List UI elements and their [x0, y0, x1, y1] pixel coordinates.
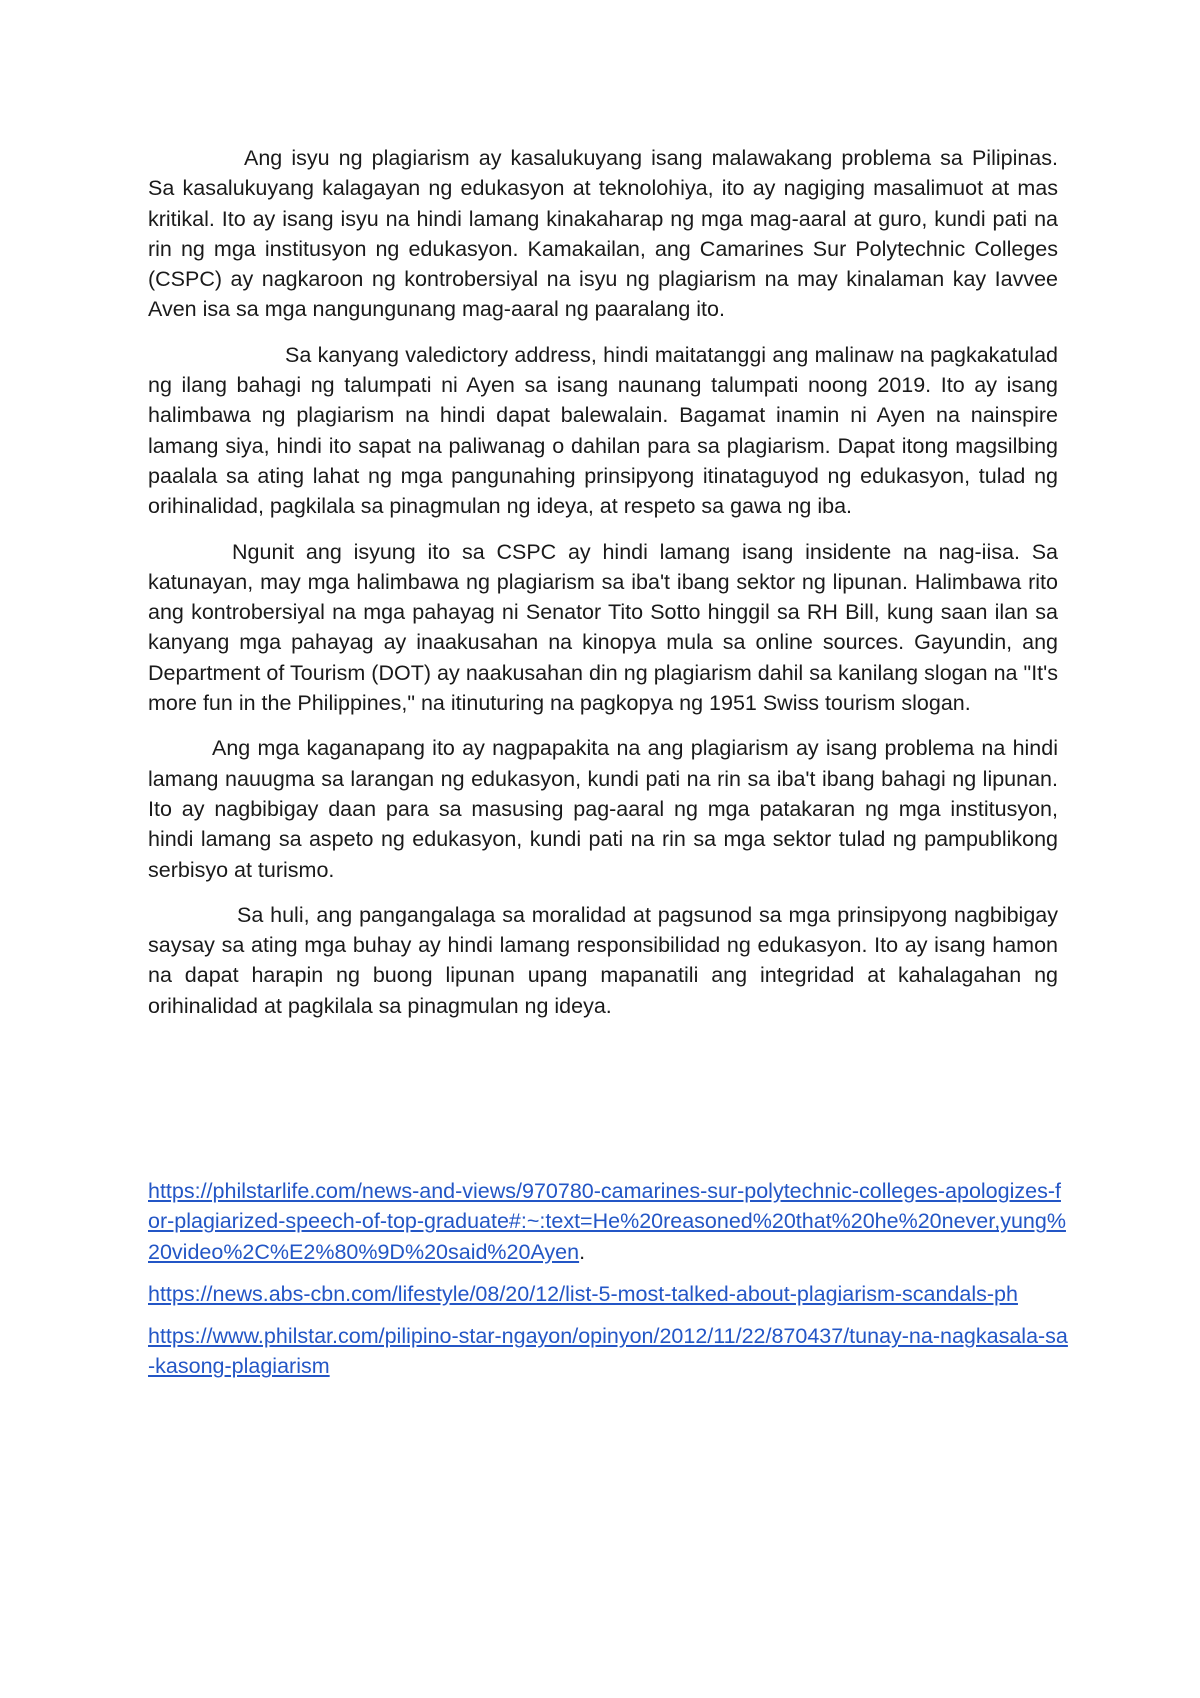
essay-body	[148, 143, 1058, 1036]
paragraph-1: Ang isyu ng plagiarism ay kasalukuyang isang malawakang problema sa Pilipinas. Sa kasalukuyang kalagayan ng edukasyon at teknolohiya, ito ay nagiging masalimuot at mas kritikal. Ito ay isang isyu na hindi lamang kinakaharap ng mga mag-aaral at guro, kundi pati na rin ng mga institusyon ng edukasyon. Kamakailan, ang Camarines Sur Polytechnic Colleges (CSPC) ay nagkaroon ng kontrobersiyal na isyu ng plagiarism na may kinalaman kay Iavvee Aven isa sa mga nangungunang mag-aaral ng paaralang ito.	[148, 146, 1058, 322]
reference-trailing-1: .	[579, 1239, 586, 1264]
references-list	[148, 1176, 1068, 1394]
reference-item-1	[148, 1176, 1068, 1267]
paragraph-5: Sa huli, ang pangangalaga sa moralidad at pagsunod sa mga prinsipyong nagbibigay saysay sa ating mga buhay ay hindi lamang responsibilidad ng edukasyon. Ito ay isang hamon na dapat harapin ng buong lipunan upang mapanatili ang integridad at kahalagahan ng orihinalidad at pagkilala sa pinagmulan ng ideya.	[148, 902, 1058, 1018]
paragraph-3: Ngunit ang isyung ito sa CSPC ay hindi lamang isang insidente na nag-iisa. Sa katunayan, may mga halimbawa ng plagiarism sa iba't ibang sektor ng lipunan. Halimbawa rito ang kontrobersiyal na mga pahayag ni Senator Tito Sotto hinggil sa RH Bill, kung saan ilan sa kanyang mga pahayag ay inaakusahan na kinopya mula sa online sources. Gayundin, ang Department of Tourism (DOT) ay naakusahan din ng plagiarism dahil sa kanilang slogan na "It's more fun in the Philippines," na itinuturing na pagkopya ng 1951 Swiss tourism slogan.	[148, 539, 1058, 716]
reference-link-3[interactable]: https://www.philstar.com/pilipino-star-ngayon/opinyon/2012/11/22/870437/tunay-na-nagkasala-sa-kasong-plagiarism	[148, 1324, 1068, 1379]
reference-link-2[interactable]: https://news.abs-cbn.com/lifestyle/08/20/12/list-5-most-talked-about-plagiarism-scandals-ph	[148, 1281, 1018, 1306]
paragraph-2: Sa kanyang valedictory address, hindi maitatanggi ang malinaw na pagkakatulad ng ilang bahagi ng talumpati ni Ayen sa isang naunang talumpati noong 2019. Ito ay isang halimbawa ng plagiarism na hindi dapat balewalain. Bagamat inamin ni Ayen na nainspire lamang siya, hindi ito sapat na paliwanag o dahilan para sa plagiarism. Dapat itong magsilbing paalala sa ating lahat ng mga pangunahing prinsipyong itinataguyod ng edukasyon, tulad ng orihinalidad, pagkilala sa pinagmulan ng ideya, at respeto sa gawa ng iba.	[148, 342, 1058, 519]
reference-item-3	[148, 1321, 1068, 1382]
paragraph-4: Ang mga kaganapang ito ay nagpapakita na ang plagiarism ay isang problema na hindi lamang nauugma sa larangan ng edukasyon, kundi pati na rin sa iba't ibang bahagi ng lipunan. Ito ay nagbibigay daan para sa masusing pag-aaral ng mga patakaran ng mga institusyon, hindi lamang sa aspeto ng edukasyon, kundi pati na rin sa mga sektor tulad ng pampublikong serbisyo at turismo.	[148, 736, 1058, 882]
reference-link-1[interactable]: https://philstarlife.com/news-and-views/970780-camarines-sur-polytechnic-colleges-apologizes-for-plagiarized-speech-of-top-graduate#:~:text=He%20reasoned%20that%20he%20never,yung%20video%2C%E2%80%9D%20said%20Ayen	[148, 1179, 1066, 1264]
reference-item-2	[148, 1279, 1068, 1309]
